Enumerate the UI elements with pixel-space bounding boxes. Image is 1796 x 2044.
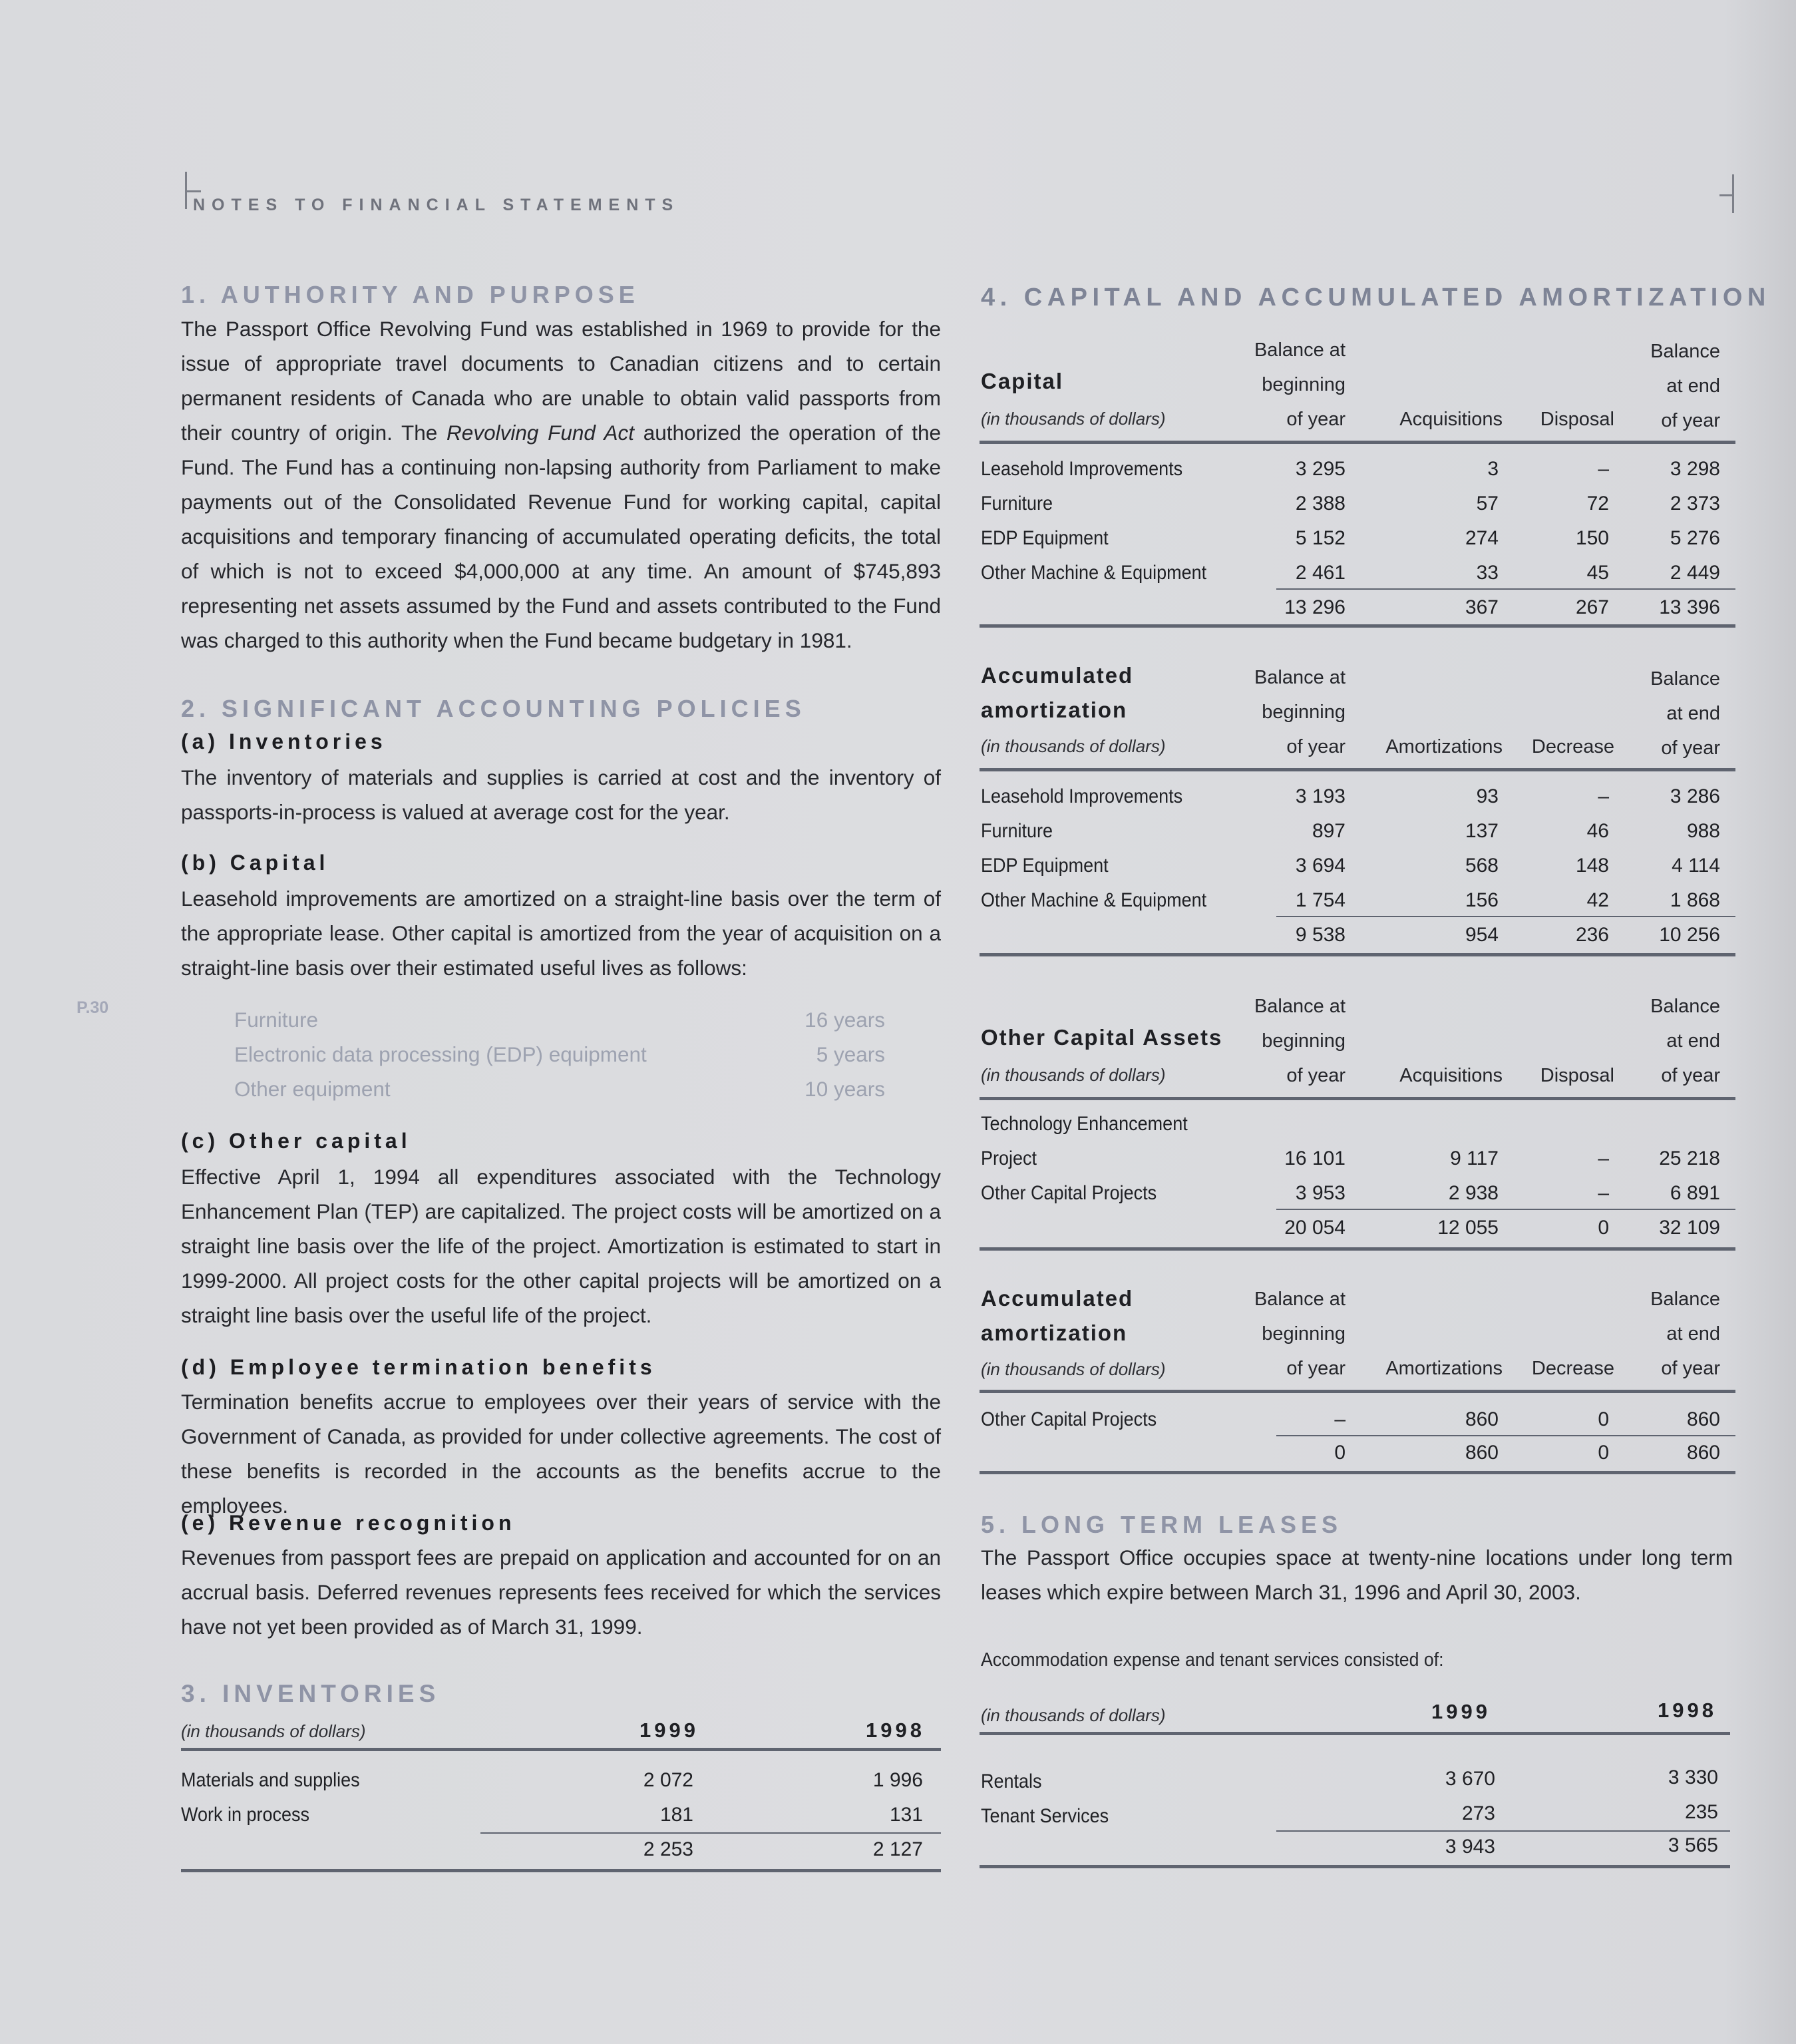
inventories-cell: 2 072 xyxy=(643,1769,693,1791)
col-head: Balance xyxy=(1650,668,1720,690)
amort-cell: – xyxy=(1598,785,1609,807)
col-head: Balance xyxy=(1650,996,1720,1017)
inventories-bottom-rule xyxy=(181,1869,941,1872)
amort2-header-rule xyxy=(980,1390,1735,1393)
leases-subtotal-rule xyxy=(1276,1830,1730,1832)
life-item-furniture: Furniture xyxy=(234,1008,319,1032)
leases-header-rule xyxy=(980,1732,1730,1735)
capital-cell: 5 276 xyxy=(1670,527,1720,549)
col-head: beginning xyxy=(1262,702,1346,723)
capital-cell: 2 373 xyxy=(1670,493,1720,514)
subsection-e-title: (e) Revenue recognition xyxy=(181,1511,516,1535)
crop-mark-right-h xyxy=(1719,194,1733,196)
section-1-text-a: The Passport Office Revolving Fund was established in 1969 to provide for the issue of appropriate travel documents to Canadian citizens and to certain permanent residents of Canada who are unable to obtain valid passports from their country of origin. The xyxy=(181,317,941,445)
other-header-rule xyxy=(980,1097,1735,1100)
inventories-cell: 131 xyxy=(889,1804,923,1826)
amort-subtotal-rule xyxy=(1276,916,1735,917)
section-4-title: 4. CAPITAL AND ACCUMULATED AMORTIZATION xyxy=(981,284,1771,311)
capital-cell: 274 xyxy=(1465,527,1499,549)
amort-cell: 568 xyxy=(1465,855,1499,877)
section-3-title: 3. INVENTORIES xyxy=(181,1680,441,1707)
other-cell: 25 218 xyxy=(1659,1147,1720,1169)
subsection-c-title: (c) Other capital xyxy=(181,1129,411,1153)
amort-row-label: Furniture xyxy=(981,820,1053,842)
subsection-d-text: Termination benefits accrue to employees over their years of service with the Government of Canada, as provided for under collective agreements. The cost of these benefits is recorded in the accounts as the benefits accrue to the employees. xyxy=(181,1390,941,1518)
leases-col-1999: 1999 xyxy=(1431,1700,1491,1723)
other-bottom-rule xyxy=(980,1247,1735,1251)
leases-cell: 3 670 xyxy=(1445,1768,1495,1790)
leases-bottom-rule xyxy=(980,1865,1730,1868)
amort2-caption: amortization xyxy=(981,1321,1128,1345)
other-cell: 3 953 xyxy=(1295,1182,1346,1204)
capital-caption: Capital xyxy=(981,369,1064,393)
inventories-cell: 1 996 xyxy=(872,1769,923,1791)
col-head: Acquisitions xyxy=(1399,1065,1503,1086)
other-subtotal-rule xyxy=(1276,1209,1735,1210)
capital-cell: 5 152 xyxy=(1295,527,1346,549)
col-head: of year xyxy=(1661,737,1720,759)
col-head: beginning xyxy=(1262,374,1346,395)
inventories-row-label: Materials and supplies xyxy=(181,1769,360,1791)
capital-row-label: EDP Equipment xyxy=(981,527,1109,549)
capital-cell: 2 449 xyxy=(1670,562,1720,584)
amort-row-label: Leasehold Improvements xyxy=(981,785,1183,807)
capital-total: 267 xyxy=(1575,596,1609,618)
amort2-cell: 0 xyxy=(1598,1408,1609,1430)
capital-total: 13 296 xyxy=(1284,596,1346,618)
capital-cell: – xyxy=(1598,458,1609,480)
amort-cell: 988 xyxy=(1686,820,1720,842)
amort2-row-label: Other Capital Projects xyxy=(981,1408,1157,1430)
col-head: of year xyxy=(1286,409,1346,430)
capital-cell: 3 298 xyxy=(1670,458,1720,480)
other-row-label: Other Capital Projects xyxy=(981,1182,1157,1204)
leases-cell: 3 330 xyxy=(1668,1766,1718,1788)
subsection-c-text: Effective April 1, 1994 all expenditures associated with the Technology Enhancement Plan (TEP) are capitalized. The project costs will be amortized on a straight line basis over the life of the project. Amortization is estimated to start in 1999-2000. All project costs for the other capital projects will be amortized on a straight line basis over the useful life of the project. xyxy=(181,1165,941,1327)
leases-intro: Accommodation expense and tenant services consisted of: xyxy=(981,1649,1444,1671)
capital-cell: 57 xyxy=(1476,493,1499,514)
subsection-b-text: Leasehold improvements are amortized on a straight-line basis over the term of the appropriate lease. Other capital is amortized from the year of acquisition on a straight-line basis over their estimated useful lives as follows: xyxy=(181,887,941,980)
amort-cell: 46 xyxy=(1586,820,1609,842)
subsection-a-text: The inventory of materials and supplies is carried at cost and the inventory of passports-in-process is valued at average cost for the year. xyxy=(181,765,941,824)
amort-cell: 3 193 xyxy=(1295,785,1346,807)
amort-total: 236 xyxy=(1575,924,1609,946)
capital-cell: 45 xyxy=(1586,562,1609,584)
amort-caption: amortization xyxy=(981,698,1128,722)
other-row-label: Project xyxy=(981,1147,1037,1169)
inventories-total: 2 253 xyxy=(643,1838,693,1860)
section-5-text: The Passport Office occupies space at twenty-nine locations under long term leases which expire between March 31, 1996 and April 30, 2003. xyxy=(981,1545,1733,1604)
subsection-d-title: (d) Employee termination benefits xyxy=(181,1355,656,1379)
other-cell: 9 117 xyxy=(1450,1147,1499,1169)
other-total: 32 109 xyxy=(1659,1217,1720,1239)
subsection-b-title: (b) Capital xyxy=(181,851,329,875)
amort-row-label: Other Machine & Equipment xyxy=(981,889,1207,911)
amort2-cell: 860 xyxy=(1465,1408,1499,1430)
page-header: NOTES TO FINANCIAL STATEMENTS xyxy=(193,196,680,214)
amort2-total: 860 xyxy=(1686,1442,1720,1464)
section-1-text xyxy=(181,311,941,658)
col-head: at end xyxy=(1666,375,1720,397)
capital-subtotal-rule xyxy=(1276,588,1735,590)
other-cell: 6 891 xyxy=(1670,1182,1720,1204)
leases-row-label: Tenant Services xyxy=(981,1805,1109,1827)
amort-total: 954 xyxy=(1465,924,1499,946)
col-head: Disposal xyxy=(1540,409,1614,430)
life-item-edp: Electronic data processing (EDP) equipment xyxy=(234,1042,647,1066)
subsection-e-text: Revenues from passport fees are prepaid on application and accounted for on an accrual basis. Deferred revenues represents fees received for which the services have not yet been provided as of March 31, 1999. xyxy=(181,1545,941,1639)
col-head: at end xyxy=(1666,1030,1720,1052)
other-row-label: Technology Enhancement xyxy=(981,1113,1188,1135)
crop-mark-left-h xyxy=(185,190,201,192)
capital-header-rule xyxy=(980,441,1735,444)
capital-total: 367 xyxy=(1465,596,1499,618)
inventories-cell: 181 xyxy=(659,1804,693,1826)
col-head: of year xyxy=(1661,1358,1720,1379)
inventories-header-rule xyxy=(181,1748,941,1751)
section-5-title: 5. LONG TERM LEASES xyxy=(981,1511,1343,1538)
col-head: Decrease xyxy=(1531,1358,1614,1379)
inventories-unit: (in thousands of dollars) xyxy=(181,1721,366,1741)
capital-cell: 3 295 xyxy=(1295,458,1346,480)
other-total: 0 xyxy=(1598,1217,1609,1239)
page-number: P.30 xyxy=(77,998,109,1017)
amort-cell: 4 114 xyxy=(1672,855,1720,877)
capital-cell: 3 xyxy=(1487,458,1499,480)
col-head: Amortizations xyxy=(1385,1358,1503,1379)
amort2-subtotal-rule xyxy=(1276,1435,1735,1436)
capital-row-label: Leasehold Improvements xyxy=(981,458,1183,480)
life-years-furniture: 16 years xyxy=(805,1008,885,1032)
leases-col-1998: 1998 xyxy=(1658,1699,1717,1722)
section-2-title: 2. SIGNIFICANT ACCOUNTING POLICIES xyxy=(181,695,806,722)
capital-cell: 2 461 xyxy=(1295,562,1346,584)
amort-total: 9 538 xyxy=(1295,924,1346,946)
section-1-text-italic: Revolving Fund Act xyxy=(447,421,634,445)
life-years-edp: 5 years xyxy=(816,1042,885,1066)
col-head: Balance xyxy=(1650,341,1720,362)
col-head: of year xyxy=(1661,410,1720,431)
leases-cell: 235 xyxy=(1684,1801,1718,1823)
subsection-a-title: (a) Inventories xyxy=(181,729,387,753)
amort-row-label: EDP Equipment xyxy=(981,855,1109,877)
life-item-other: Other equipment xyxy=(234,1077,391,1101)
other-unit: (in thousands of dollars) xyxy=(981,1065,1166,1085)
amort-cell: 3 694 xyxy=(1295,855,1346,877)
inventories-subtotal-rule xyxy=(480,1832,941,1834)
other-cell: 2 938 xyxy=(1448,1182,1499,1204)
leases-row-label: Rentals xyxy=(981,1770,1042,1792)
amort-cell: 1 754 xyxy=(1295,889,1346,911)
amort2-bottom-rule xyxy=(980,1471,1735,1474)
other-cell: – xyxy=(1598,1147,1609,1169)
amort-header-rule xyxy=(980,768,1735,771)
capital-cell: 33 xyxy=(1476,562,1499,584)
amort-cell: 93 xyxy=(1476,785,1499,807)
col-head: Disposal xyxy=(1540,1065,1614,1086)
other-total: 20 054 xyxy=(1284,1217,1346,1239)
amort-cell: 897 xyxy=(1312,820,1346,842)
col-head: at end xyxy=(1666,1323,1720,1344)
amort-bottom-rule xyxy=(980,953,1735,956)
other-caption: Other Capital Assets xyxy=(981,1025,1223,1050)
capital-total: 13 396 xyxy=(1659,596,1720,618)
other-cell: – xyxy=(1598,1182,1609,1204)
inventories-total: 2 127 xyxy=(872,1838,923,1860)
amort-cell: 137 xyxy=(1465,820,1499,842)
col-head: Amortizations xyxy=(1385,736,1503,757)
inventories-col-1998: 1998 xyxy=(866,1719,925,1742)
capital-cell: 150 xyxy=(1575,527,1609,549)
amort2-total: 0 xyxy=(1598,1442,1609,1464)
col-head: Balance xyxy=(1650,1289,1720,1310)
inventories-col-1999: 1999 xyxy=(639,1719,699,1742)
col-head: Balance at xyxy=(1254,339,1346,361)
capital-row-label: Other Machine & Equipment xyxy=(981,562,1207,584)
amort-cell: 156 xyxy=(1465,889,1499,911)
col-head: beginning xyxy=(1262,1323,1346,1344)
amort-caption: Accumulated xyxy=(981,663,1134,688)
amort-cell: 1 868 xyxy=(1670,889,1720,911)
amort2-total: 860 xyxy=(1465,1442,1499,1464)
col-head: Balance at xyxy=(1254,996,1346,1017)
col-head: Balance at xyxy=(1254,1289,1346,1310)
amort2-total: 0 xyxy=(1334,1442,1346,1464)
col-head: at end xyxy=(1666,703,1720,724)
capital-cell: 72 xyxy=(1586,493,1609,514)
leases-total: 3 565 xyxy=(1668,1834,1718,1856)
capital-unit: (in thousands of dollars) xyxy=(981,409,1166,429)
leases-cell: 273 xyxy=(1461,1802,1495,1824)
col-head: of year xyxy=(1286,1358,1346,1379)
amort2-cell: 860 xyxy=(1686,1408,1720,1430)
amort-cell: 148 xyxy=(1575,855,1609,877)
other-cell: 16 101 xyxy=(1284,1147,1346,1169)
amort2-cell: – xyxy=(1334,1408,1346,1430)
amort-total: 10 256 xyxy=(1659,924,1720,946)
capital-row-label: Furniture xyxy=(981,493,1053,514)
section-1-title: 1. AUTHORITY AND PURPOSE xyxy=(181,281,639,308)
amort-cell: 42 xyxy=(1586,889,1609,911)
amort-cell: 3 286 xyxy=(1670,785,1720,807)
col-head: Acquisitions xyxy=(1399,409,1503,430)
capital-bottom-rule xyxy=(980,624,1735,628)
col-head: of year xyxy=(1286,1065,1346,1086)
col-head: beginning xyxy=(1262,1030,1346,1052)
inventories-row-label: Work in process xyxy=(181,1804,310,1826)
leases-total: 3 943 xyxy=(1445,1836,1495,1858)
amort-unit: (in thousands of dollars) xyxy=(981,736,1166,756)
col-head: of year xyxy=(1661,1065,1720,1086)
col-head: Decrease xyxy=(1531,736,1614,757)
section-1-text-b: authorized the operation of the Fund. The Fund has a continuing non-lapsing authority from Parliament to make payments out of the Consolidated Revenue Fund for working capital, capital acquisitions and temporary financing of accumulated operating deficits, the total of which is not to exceed $4,000,000 at any time. An amount of $745,893 representing net assets assumed by the Fund and assets contributed to the Fund was charged to this authority when the Fund became budgetary in 1981. xyxy=(181,421,941,652)
leases-unit: (in thousands of dollars) xyxy=(981,1705,1166,1725)
life-years-other: 10 years xyxy=(805,1077,885,1101)
other-total: 12 055 xyxy=(1437,1217,1499,1239)
crop-mark-right xyxy=(1732,174,1734,213)
amort2-caption: Accumulated xyxy=(981,1286,1134,1311)
col-head: of year xyxy=(1286,736,1346,757)
amort2-unit: (in thousands of dollars) xyxy=(981,1359,1166,1379)
col-head: Balance at xyxy=(1254,667,1346,688)
capital-cell: 2 388 xyxy=(1295,493,1346,514)
